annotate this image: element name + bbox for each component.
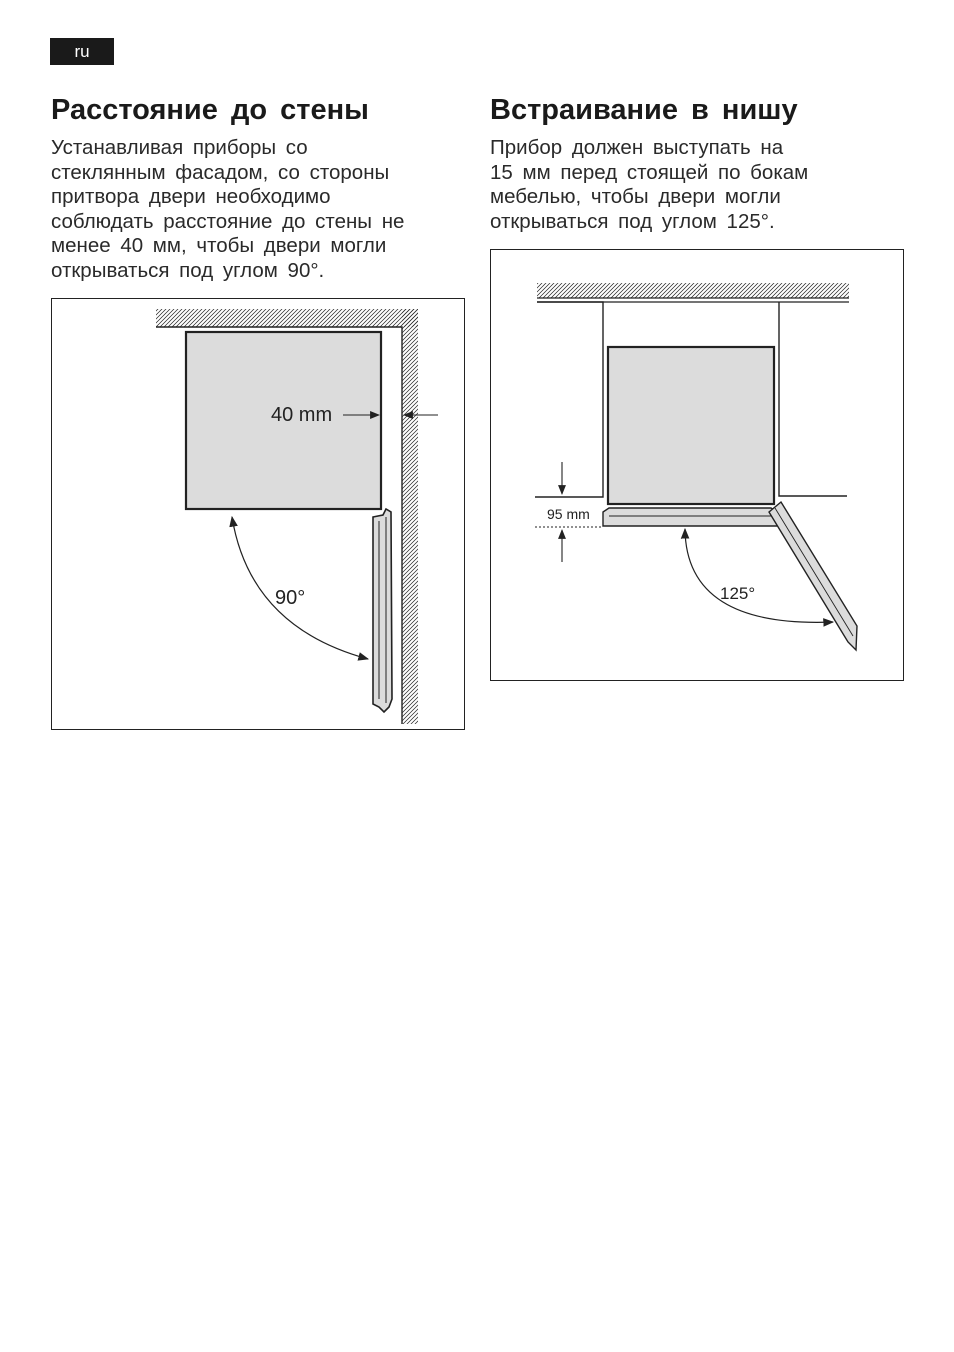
distance-label: 40 mm	[271, 404, 333, 426]
wall-distance-diagram	[51, 298, 465, 730]
appliance-door	[769, 502, 857, 650]
angle-label: 125°	[720, 584, 756, 603]
right-cabinet	[779, 302, 847, 496]
left-cabinet	[535, 302, 603, 497]
section-wall-distance	[51, 92, 471, 284]
appliance-door	[373, 509, 392, 712]
language-badge: ru	[50, 38, 114, 65]
section-heading: Расстояние до стены	[51, 94, 369, 126]
appliance-body	[608, 347, 774, 504]
top-wall	[156, 309, 418, 327]
distance-label: 95 mm	[547, 506, 590, 522]
top-wall	[537, 283, 849, 298]
door-closed	[603, 508, 777, 526]
wall-distance-svg	[52, 299, 464, 729]
niche-installation-svg	[491, 250, 903, 680]
side-wall	[402, 309, 418, 724]
section-heading: Встраивание в нишу	[490, 94, 798, 126]
section-niche-installation	[490, 92, 910, 234]
section-text: Прибор должен выступать на 15 мм перед стоящей по бокам мебелью, чтобы двери могли открываться под углом 125°.	[490, 136, 809, 233]
angle-label: 90°	[275, 587, 306, 609]
section-text: Устанавливая приборы со стеклянным фасадом, со стороны притвора двери необходимо соблюдать расстояние до стены не менее 40 мм, чтобы двери могли открываться под углом 90°.	[51, 136, 405, 282]
niche-installation-diagram	[490, 249, 904, 681]
